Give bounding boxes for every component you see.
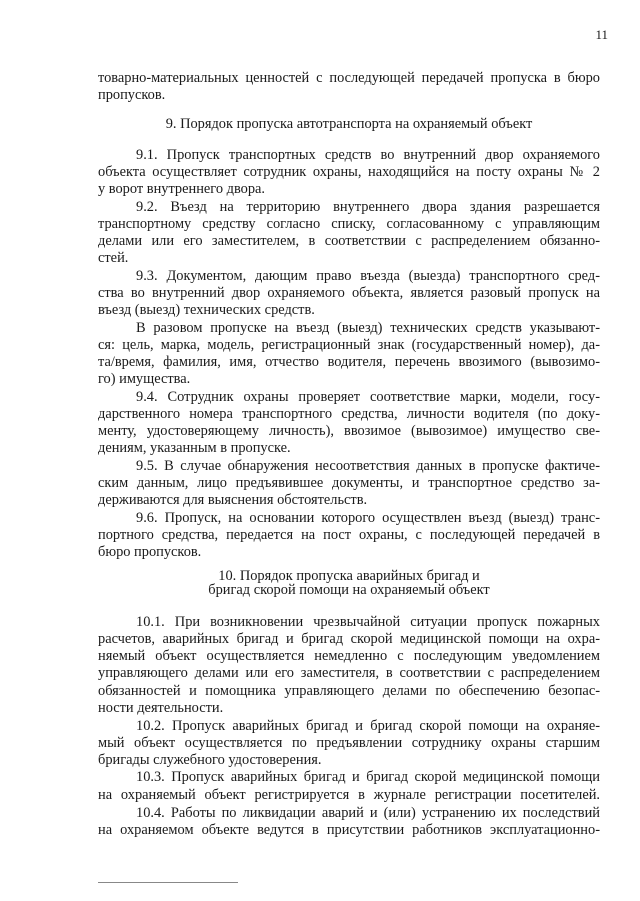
text-line: 10.4. Работы по ликвидации аварий и (или) устранению их последствий xyxy=(136,805,600,821)
text-line: дарственного номера транспортного средства, личности водителя (по доку- xyxy=(98,406,600,422)
text-line: ности деятельности. xyxy=(98,700,224,716)
section-heading: 9. Порядок пропуска автотранспорта на охраняемый объект xyxy=(165,116,533,132)
text-line: ся: цель, марка, модель, регистрационный знак (государственный номер), да- xyxy=(98,337,600,353)
text-line: на охраняемом объекте ведутся в присутствии работников эксплуатационно- xyxy=(98,822,600,838)
text-line: бригады служебного удостоверения. xyxy=(98,752,322,768)
text-line: ства во внутренний двор охраняемого объекта, является разовый пропуск на xyxy=(98,285,600,301)
text-line: 9.6. Пропуск, на основании которого осуществлен въезд (выезд) транс- xyxy=(136,510,600,526)
text-line: 9.4. Сотрудник охраны проверяет соответствие марки, модели, госу- xyxy=(136,389,600,405)
text-line: у ворот внутреннего двора. xyxy=(98,181,266,197)
text-line: 10.3. Пропуск аварийных бригад и бригад скорой медицинской помощи xyxy=(136,769,600,785)
section-heading: бригад скорой помощи на охраняемый объект xyxy=(208,582,490,598)
text-line: транспортному средству согласно списку, согласованному с управляющим xyxy=(98,216,600,232)
text-line: го) имущества. xyxy=(98,371,191,387)
page-number: 11 xyxy=(595,27,608,42)
text-line: управляющего делами или его заместителя, в соответствии с распределением xyxy=(98,665,600,681)
text-line: портного средства, передается на пост охраны, с последующей передачей в xyxy=(98,527,600,543)
text-line: дениям, указанным в пропуске. xyxy=(98,440,291,456)
text-line: 9.1. Пропуск транспортных средств во внутренний двор охраняемого xyxy=(136,147,600,163)
text-line: въезд (выезд) технических средств. xyxy=(98,302,315,318)
text-line: 10.2. Пропуск аварийных бригад и бригад скорой помощи на охраняе- xyxy=(136,718,600,734)
text-line: бюро пропусков. xyxy=(98,544,202,560)
text-line: держиваются для выяснения обстоятельств. xyxy=(98,492,368,508)
text-line: 9.5. В случае обнаружения несоответствия данных в пропуске фактиче- xyxy=(136,458,600,474)
text-line: пропусков. xyxy=(98,87,166,103)
text-line: товарно-материальных ценностей с последующей передачей пропуска в бюро xyxy=(98,70,600,86)
text-line: няемый объект осуществляется немедленно с последующим уведомлением xyxy=(98,648,600,664)
text-line: менту, удостоверяющему личность), ввозимое (вывозимое) имущество све- xyxy=(98,423,600,439)
text-line: ским данным, лицо предъявившее документы, и транспортное средство за- xyxy=(98,475,600,491)
text-line: обязанностей и помощника управляющего делами по обеспечению безопас- xyxy=(98,683,600,699)
text-line: делами или его заместителем, в соответствии с распределением обязанно- xyxy=(98,233,600,249)
text-line: расчетов, аварийных бригад и бригад скорой медицинской помощи на охра- xyxy=(98,631,600,647)
text-line: та/время, фамилия, имя, отчество водителя, перечень ввозимого (вывозимо- xyxy=(98,354,600,370)
footer-rule xyxy=(98,882,238,883)
text-line: 10.1. При возникновении чрезвычайной ситуации пропуск пожарных xyxy=(136,614,600,630)
text-line: 9.2. Въезд на территорию внутреннего двора здания разрешается xyxy=(136,199,600,215)
text-line: объекта осуществляет сотрудник охраны, находящийся на посту охраны № 2 xyxy=(98,164,600,180)
text-line: 9.3. Документом, дающим право въезда (выезда) транспортного сред- xyxy=(136,268,600,284)
text-line: мый объект осуществляется по предъявлении сотруднику охраны старшим xyxy=(98,735,600,751)
text-line: на охраняемый объект регистрируется в журнале регистрации посетителей. xyxy=(98,787,600,803)
text-line: стей. xyxy=(98,250,129,266)
section-heading: 10. Порядок пропуска аварийных бригад и xyxy=(218,568,480,584)
text-line: В разовом пропуске на въезд (выезд) технических средств указывают- xyxy=(136,320,600,336)
